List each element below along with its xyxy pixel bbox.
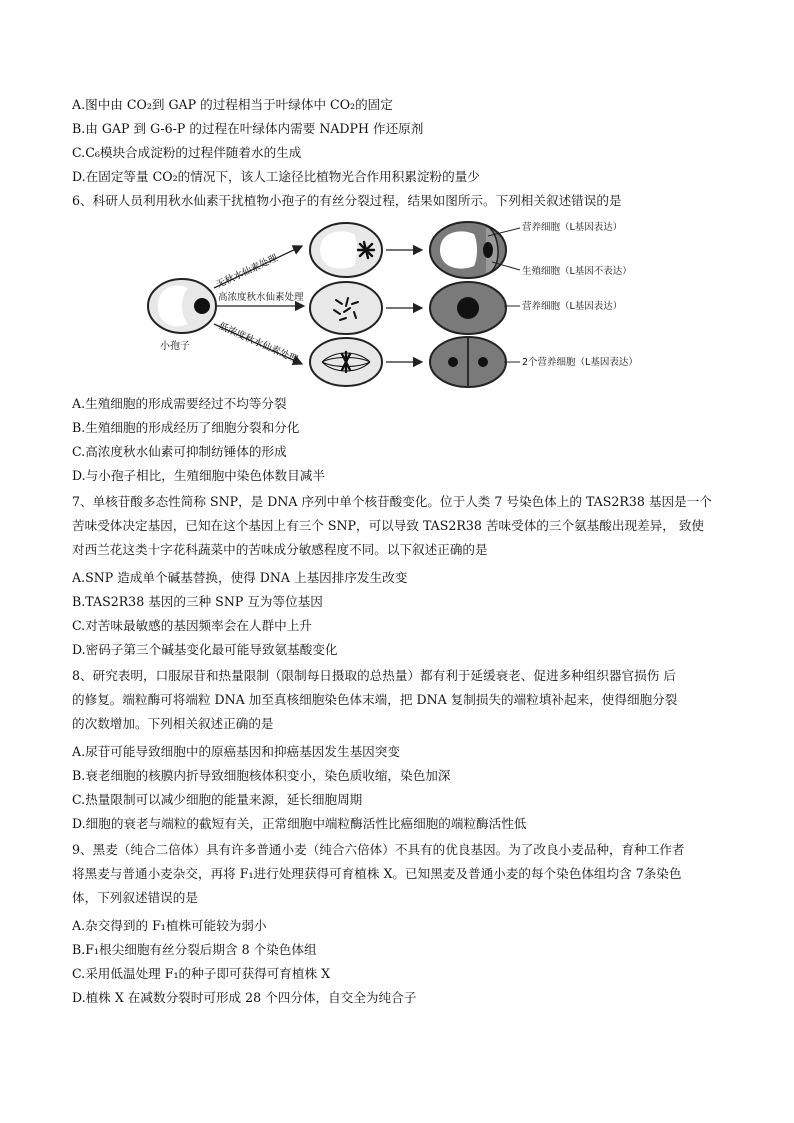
q7-stem-line-3: 对西兰花这类十字花科蔬菜中的苦味成分敏感程度不同。以下叙述正确的是: [72, 542, 488, 557]
q6-stem: 6、科研人员利用秋水仙素干扰植物小孢子的有丝分裂过程，结果如图所示。下列相关叙述错误的是: [72, 193, 622, 208]
q5-option-a: A.图中由 CO₂到 GAP 的过程相当于叶绿体中 CO₂的固定: [72, 97, 393, 112]
label-generative-top: 生殖细胞（L基因不表达）: [522, 266, 632, 277]
dividing-cell-middle: [310, 282, 382, 334]
result-cell-top: [430, 222, 506, 278]
q8-stem-line-2: 的修复。端粒酶可将端粒 DNA 加至真核细胞染色体末端，把 DNA 复制损失的端粒填补起来，使得细胞分裂: [72, 692, 678, 707]
q6-option-c: C.高浓度秋水仙素可抑制纺锤体的形成: [72, 444, 287, 459]
arrow-label-low-colchicine: 低浓度秋水仙素处理: [216, 320, 300, 366]
q9-stem-line-3: 体，下列叙述错误的是: [72, 890, 198, 905]
q7-option-c: C.对苦味最敏感的基因频率会在人群中上升: [72, 618, 312, 633]
label-vegetative-middle: 营养细胞（L基因表达）: [522, 301, 623, 312]
q9-option-d: D.植株 X 在减数分裂时可形成 28 个四分体，自交全为纯合子: [72, 990, 417, 1005]
q6-option-d: D.与小孢子相比，生殖细胞中染色体数目减半: [72, 468, 325, 483]
q8-stem-line-3: 的次数增加。下列相关叙述正确的是: [72, 716, 274, 731]
label-vegetative-top: 营养细胞（L基因表达）: [522, 222, 623, 233]
q7-stem: [72, 490, 724, 562]
q8-option-a: A.尿苷可能导致细胞中的原癌基因和抑癌基因发生基因突变: [72, 744, 400, 759]
result-cell-middle: [430, 282, 506, 334]
q6-option-b: B.生殖细胞的形成经历了细胞分裂和分化: [72, 420, 300, 435]
q9-option-b: B.F₁根尖细胞有丝分裂后期含 8 个染色体组: [72, 942, 317, 957]
q9-option-c: C.采用低温处理 F₁的种子即可获得可育植株 X: [72, 966, 331, 981]
q7-option-d: D.密码子第三个碱基变化最可能导致氨基酸变化: [72, 642, 338, 657]
q9-stem: [72, 838, 724, 910]
microspore-cell: [148, 279, 216, 333]
q5-option-c: C.C₆模块合成淀粉的过程伴随着水的生成: [72, 145, 302, 160]
q7-option-b: B.TAS2R38 基因的三种 SNP 互为等位基因: [72, 594, 323, 609]
q7-stem-line-2: 苦味受体决定基因，已知在这个基因上有三个 SNP，可以导致 TAS2R38 苦味受体的三个氨基酸出现差异， 致使: [72, 518, 705, 533]
q8-option-b: B.衰老细胞的核膜内折导致细胞核体积变小，染色质收缩，染色加深: [72, 768, 451, 783]
q7-stem-line-1: 7、单核苷酸多态性简称 SNP，是 DNA 序列中单个核苷酸变化。位于人类 7 号染色体上的 TAS2R38 基因是一个: [72, 494, 712, 509]
arrow-label-no-colchicine: 无秋水仙素处理: [214, 252, 280, 291]
arrow-label-high-colchicine: 高浓度秋水仙素处理: [218, 292, 304, 303]
label-vegetative-bottom: 2个营养细胞（L基因表达）: [522, 357, 638, 368]
q9-stem-line-1: 9、黑麦（纯合二倍体）具有许多普通小麦（纯合六倍体）不具有的优良基因。为了改良小麦品种，育种工作者: [72, 842, 685, 857]
q5-option-b: B.由 GAP 到 G-6-P 的过程在叶绿体内需要 NADPH 作还原剂: [72, 121, 424, 136]
q9-option-a: A.杂交得到的 F₁植株可能较为弱小: [72, 918, 267, 933]
q8-option-c: C.热量限制可以减少细胞的能量来源，延长细胞周期: [72, 792, 363, 807]
microspore-division-figure: [136, 216, 676, 388]
figure-svg: [136, 216, 676, 388]
q8-stem-line-1: 8、研究表明，口服尿苷和热量限制（限制每日摄取的总热量）都有利于延缓衰老、促进多种组织器官损伤 后: [72, 668, 676, 683]
dividing-cell-top: [310, 223, 382, 277]
q8-option-d: D.细胞的衰老与端粒的截短有关，正常细胞中端粒酶活性比癌细胞的端粒酶活性低: [72, 816, 527, 831]
dividing-cell-bottom: [310, 338, 382, 386]
q5-option-d: D.在固定等量 CO₂的情况下，该人工途径比植物光合作用积累淀粉的量少: [72, 169, 480, 184]
result-cell-bottom: [430, 337, 506, 387]
q6-option-a: A.生殖细胞的形成需要经过不均等分裂: [72, 396, 287, 411]
q8-stem: [72, 664, 724, 736]
q9-stem-line-2: 将黑麦与普通小麦杂交，再将 F₁进行处理获得可育植株 X。已知黑麦及普通小麦的每个染色体组均含 7条染色: [72, 866, 682, 881]
microspore-label: 小孢子: [160, 341, 190, 352]
q7-option-a: A.SNP 造成单个碱基替换，使得 DNA 上基因排序发生改变: [72, 570, 408, 585]
